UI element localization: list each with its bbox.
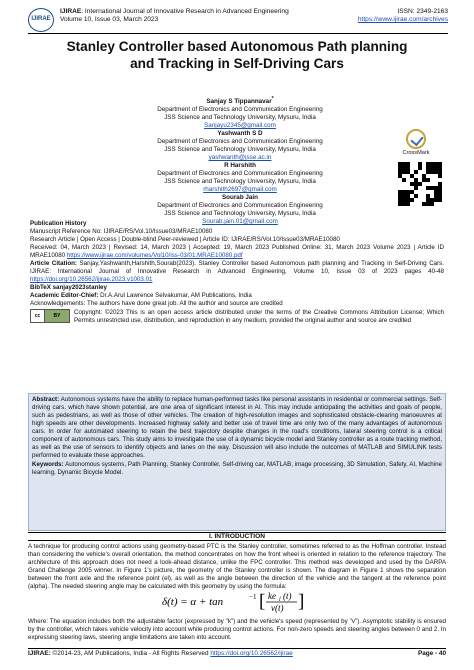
header-divider xyxy=(28,33,448,34)
publication-dates-text: Received: 04, March 2023 | Revised: 14, March 2023 | Accepted: 19, March 2023 Published Online: 31, March 2023 Volume 2023 | Article ID MRAE10080 xyxy=(30,244,444,259)
journal-issn-block xyxy=(358,8,448,24)
journal-header xyxy=(28,6,448,34)
license-row xyxy=(30,309,444,325)
page-number: Page - 40 xyxy=(417,650,446,657)
stanley-equation xyxy=(160,590,330,614)
article-type-line: Research Article | Open Access | Double-blind Peer-reviewed | Article ID: IJIRAE/RS/Vol.10/Issue03/MRAE10080 xyxy=(30,236,340,243)
article-citation xyxy=(30,260,444,284)
equation-numerator: ke xyxy=(268,591,276,601)
keywords-text: Autonomous systems, Path Planning, Stanley Controller, Self-driving car, MATLAB, image processing, 3D Simulation, Safety, AI, Machine learning, Dynamic Bicycle Model. xyxy=(32,460,442,476)
author-inst: JSS Science and Technology University, Mysuru, India xyxy=(164,177,316,185)
bibtex-line: BibTeX sanjay2023stanley xyxy=(30,284,107,291)
cc-by-license-icon[interactable] xyxy=(30,309,70,323)
author-name-text: Sanjay S Tippannavar xyxy=(206,98,272,106)
author-dept: Department of Electronics and Communication Engineering xyxy=(157,138,323,146)
footer-doi-link[interactable]: https://doi.org/10.26562/ijirae xyxy=(210,650,293,657)
qr-code-icon xyxy=(398,162,442,206)
abstract-label: Abstract: xyxy=(32,396,60,403)
publication-dates xyxy=(30,244,444,260)
author-email-link[interactable]: Sourab.jain.01@gmail.com xyxy=(202,217,278,225)
publication-info xyxy=(30,217,444,325)
equation-lhs: δ(t) = α + tan xyxy=(162,596,224,608)
pdf-link[interactable]: https://www.ijirae.com/volumes/Vol10/iss-03/01.MRAE10080.pdf xyxy=(66,252,243,259)
author-inst: JSS Science and Technology University, Mysuru, India xyxy=(164,209,316,217)
intro-paragraph-1: A technique for producing control actions using geometry-based PTC is the Stanley controller, sometimes referred to as the Hoffman controller. Instead than considering the vehicle's overall orientation, the method concentrates on how the front wheel is oriented in relation to the reference trajectory. The architecture of this approach does not need a look-ahead distance, unlike the FPC controller. This method was developed and used by the DARPA Grand Challenge 2005 winner. In Figure 1's picture, the geometry of the Stanley controller is shown. The diagram in Figure 1 shows the separation between the front axle and the reference point (el), as well as the angle between the direction of the vehicle and the tangent at the reference point (alpha). The needed steering angle may be calculated with this geometry by using the formula: xyxy=(28,543,446,591)
publication-history-heading: Publication History xyxy=(30,220,87,227)
journal-logo-text: IJIRAE xyxy=(31,16,51,23)
journal-logo xyxy=(28,8,54,32)
author-inst: JSS Science and Technology University, Mysuru, India xyxy=(164,146,316,153)
editor-text: Dr.A.Arul Lawrence Selvakumar, AM Publications, India xyxy=(98,292,252,299)
doi-link[interactable]: https://doi.org/10.26562/ijirae.2023.v1003.01 xyxy=(30,276,153,283)
author-email-link[interactable]: rharshith2697@gmail.com xyxy=(203,185,277,193)
journal-url-link[interactable]: https://www.ijirae.com/archives xyxy=(357,16,448,24)
author-name xyxy=(90,96,390,106)
author-sup: * xyxy=(271,96,274,102)
paper-title xyxy=(20,38,454,73)
author-block xyxy=(90,96,390,130)
equation-numerator-sub: l xyxy=(279,597,281,603)
crossmark-icon xyxy=(406,129,426,149)
author-dept: Department of Electronics and Communication Engineering xyxy=(157,106,323,114)
author-list xyxy=(90,96,390,226)
author-inst: JSS Science and Technology University, Mysuru, India xyxy=(164,114,316,122)
crossmark-badge[interactable] xyxy=(399,129,433,159)
keywords-label: Keywords: xyxy=(32,460,64,468)
author-dept: Department of Electronics and Communication Engineering xyxy=(157,201,323,209)
author-block xyxy=(90,130,390,162)
acknowledgements: Acknowledgements: The authors have done great job. All the author and source are credited xyxy=(30,300,283,307)
equation-denominator: v(t) xyxy=(271,603,284,613)
journal-info xyxy=(60,8,289,24)
footer-journal: IJIRAE: xyxy=(28,650,51,657)
keywords-paragraph xyxy=(32,461,442,477)
manuscript-reference: Manuscript Reference No: IJIRAE/RS/Vol.10/Issue03/MRAE10080 xyxy=(30,228,213,235)
equation-sup: −1 xyxy=(249,593,257,601)
author-dept: Department of Electronics and Communication Engineering xyxy=(157,169,323,177)
author-name: Yashwanth S D xyxy=(217,130,263,138)
page-footer xyxy=(28,650,446,658)
intro-paragraph-2: Where: The equation includes both the adjustable factor (expressed by "k") and the vehicle's speed (represented by "v"). Asymptotic stability is ensured by the controller, which takes vehicle velocity into account while producing control actions. For non-zero speeds and steering angles between 0 and 2. In expressing steering laws, steering angle limitations are taken into account. xyxy=(28,618,446,642)
abstract-paragraph xyxy=(32,396,442,461)
author-name: Sourab Jain xyxy=(221,193,259,201)
equation-close-bracket: ] xyxy=(298,591,305,612)
academic-editor xyxy=(30,292,444,300)
section-heading-introduction: I. INTRODUCTION xyxy=(28,532,446,541)
copyright-text: Copyright: ©2023 This is an open access article distributed under the terms of the Creative Commons Attribution License; Which Permits unrestricted use, distribution, and reproduction in any medium, provided the original author and source are credited xyxy=(74,309,444,324)
cc-badge-right: BY xyxy=(45,310,69,322)
journal-issn: ISSN: 2349-2163 xyxy=(397,8,448,15)
journal-prefix: IJIRAE xyxy=(60,8,82,15)
qr-module xyxy=(438,202,442,206)
journal-name: : International Journal of Innovative Research in Advanced Engineering xyxy=(81,8,289,15)
paper-title-line-1: Stanley Controller based Autonomous Path planning xyxy=(66,39,408,54)
editor-label: Academic Editor-Chief: xyxy=(30,292,99,299)
author-email-link[interactable]: yashwanth@jsse.ac.in xyxy=(208,153,272,161)
author-name: R Harshith xyxy=(224,161,256,169)
footer-copyright: ©2014-23, AM Publications, India - All Rights Reserved xyxy=(50,650,211,657)
citation-text: Sanjay,Yashwanth,Harshith,Sourab(2023). Stanley Controller based Autonomous path planning and Tracking in Self-Driving Cars. IJIRAE: International Journal of Innovative Research in Advanced Engineering, Volume 10, Issue 03 of 2023 pages 40-48 xyxy=(30,260,444,275)
crossmark-label: CrossMark xyxy=(402,150,430,156)
equation-numerator-tail: (t) xyxy=(283,591,292,601)
author-block xyxy=(90,162,390,194)
equation-open-bracket: [ xyxy=(259,591,266,612)
footer-divider xyxy=(28,648,446,649)
abstract-text: Autonomous systems have the ability to replace human-performed tasks like personal assistants in residential or commercial settings. Self-driving cars, which have shown potential, are one area of significant interest in AI. This may include anticipating the activities and goals of people, such as pedestrians, as well as those of other vehicles. The creation of high-resolution images and sophisticated obstacle-clearing manoeuvres at high speeds are other developments. Increased highway safety and better use of travel time are only two of the many advantages of autonomous cars. In order for automated steering to retain the best trajectory despite changes in the road's conditions, lateral steering control is a critical component of autonomous cars. This study aims to investigate the use of a dynamic bicycle model and Stanley controller as a route tracking method, as well as the use of sensors to identify objects and lanes on the way. Discussion will also include the outcomes of MATLAB and SIMULINK tests performed to evaluate these approaches. xyxy=(32,396,442,460)
cc-badge-left: cc xyxy=(31,310,45,322)
journal-issue: Volume 10, Issue 03, March 2023 xyxy=(60,16,159,24)
footer-left xyxy=(28,650,293,658)
abstract-box xyxy=(28,393,446,531)
author-email-link[interactable]: Sanjayu2345@gmail.com xyxy=(204,122,276,130)
paper-title-line-2: and Tracking in Self-Driving Cars xyxy=(130,56,344,72)
citation-label: Article Citation: xyxy=(30,260,77,267)
